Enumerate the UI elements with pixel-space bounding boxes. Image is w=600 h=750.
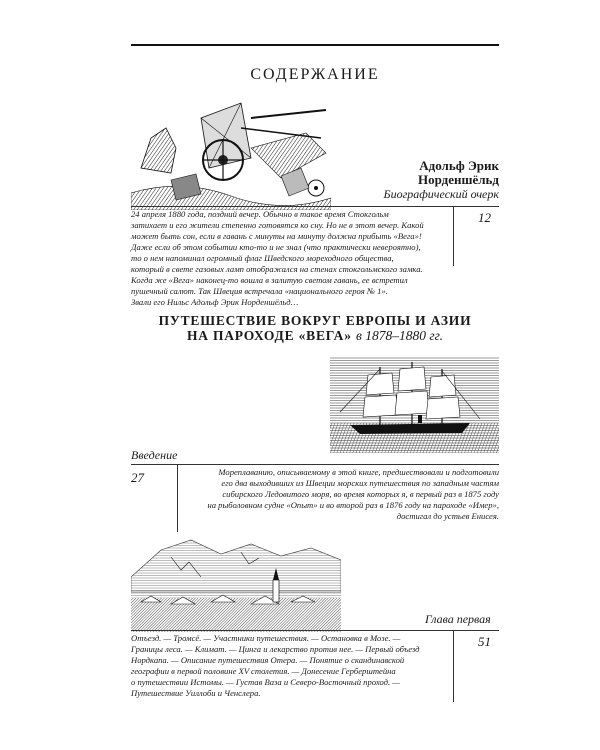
summary-line: о путешествии Истомы. — Густав Ваза и Северо-Восточный проход. —: [131, 677, 400, 687]
summary-line: то о нем напоминал огромный флаг Шведского мореходного общества,: [131, 253, 394, 263]
summary-line: на рыболовном судне «Опыт» и во второй раз в 1876 году на пароходе «Имер»,: [207, 500, 499, 510]
section2-title-line2: НА ПАРОХОДЕ «ВЕГА» в 1878–1880 гг.: [186, 328, 444, 343]
summary-line: Границы леса. — Климат. — Цинга и лекарство против нее. — Первый объезд: [131, 644, 420, 654]
section1-title-line1: Адольф Эрик: [419, 158, 499, 173]
page-heading: СОДЕРЖАНИЕ: [250, 66, 380, 83]
summary-line: 24 апреля 1880 года, поздний вечер. Обычно в такое время Стокгольм: [131, 209, 389, 219]
town-engraving: [131, 532, 341, 632]
top-rule: [131, 44, 499, 46]
still-life-engraving: [131, 98, 331, 210]
section3-divider: [131, 464, 499, 465]
summary-line: Отъезд. — Тромсё. — Участники путешествия. — Остановка в Мозе. —: [131, 633, 401, 643]
section1-summary: [131, 209, 451, 308]
summary-line: Мореплаванию, описываемому в этой книге, предшествовали и подготовили: [218, 467, 499, 477]
summary-line: пушечный салют. Так Швеция встречала «национального героя № 1».: [131, 286, 388, 296]
summary-line: может быть сон, если в гавань с минуты на минуту должна прибыть «Вега»!: [131, 231, 422, 241]
summary-line: Нордкапа. — Описание путешествия Отера. — Понятие о скандинавской: [131, 655, 405, 665]
section4-divider: [131, 630, 499, 631]
ship-engraving: [330, 357, 499, 453]
summary-line: затихает и его жители степенно готовятся ко сну. Но не в этот вечер. Какой: [131, 220, 424, 230]
section3-column-rule: [177, 464, 178, 538]
section1-divider: [131, 206, 499, 207]
section4-column-rule: [453, 630, 454, 702]
section3-label: Введение: [131, 448, 178, 462]
summary-line: который в свете газовых ламп отображался на стенах стокгольмского замка.: [131, 264, 423, 274]
section1-subtitle: Биографический очерк: [383, 187, 499, 201]
summary-line: Когда же «Вега» наконец-то вошла в залитую светом гавань, ее встретил: [131, 275, 408, 285]
section1-column-rule: [453, 206, 454, 266]
summary-line: достигал до устьев Енисея.: [396, 511, 499, 521]
summary-line: Даже если об этом событии кто-то и не знал (что практически невероятно),: [131, 242, 421, 252]
section1-title-line2: Норденшёльд: [418, 172, 499, 187]
section2-title: [131, 313, 499, 343]
section4-label: Глава первая: [425, 612, 491, 626]
section3-summary: [186, 467, 499, 522]
section4-summary: [131, 633, 451, 699]
section3-page-number: 27: [131, 470, 144, 485]
summary-line: его два выходивших из Швеции морских путешествия по западным частям: [221, 478, 499, 488]
summary-line: Звали его Нильс Адольф Эрик Норденшёльд…: [131, 297, 299, 307]
summary-line: сибирского Ледовитого моря, во время которых я, в первый раз в 1875 году: [222, 489, 499, 499]
section4-page-number: 51: [478, 634, 491, 649]
section1-page-number: 12: [478, 210, 491, 225]
summary-line: географии в первой половине XV столетия. — Донесение Герберштейна: [131, 666, 396, 676]
summary-line: Путешествие Уиллоби и Ченслера.: [131, 688, 261, 698]
section2-title-line1: ПУТЕШЕСТВИЕ ВОКРУГ ЕВРОПЫ И АЗИИ: [158, 313, 472, 328]
